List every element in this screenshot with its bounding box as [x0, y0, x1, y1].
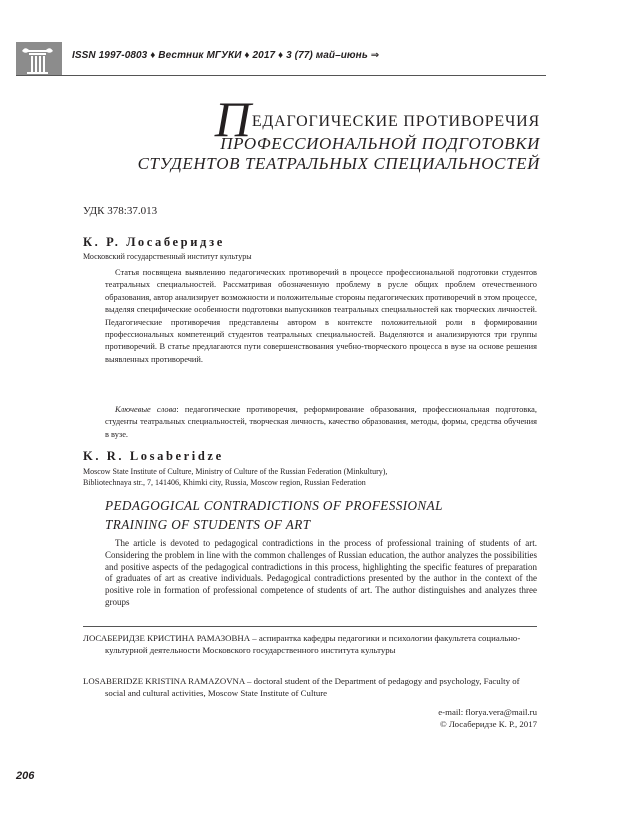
title-drop-initial: П — [214, 91, 251, 147]
title-en-line-2: TRAINING OF STUDENTS OF ART — [105, 517, 311, 532]
author-affiliation-en — [83, 466, 543, 488]
copyright-notice: © Лосаберидзе К. Р., 2017 — [440, 719, 537, 729]
author-affiliation-ru: Московский государственный институт культуры — [83, 252, 252, 261]
udk-code: УДК 378:37.013 — [83, 205, 158, 217]
author-note-en: LOSABERIDZE KRISTINA RAMAZOVNA – doctoral student of the Department of pedagogy and psychology, Faculty of social and cultural activities, Moscow State Institute of Culture — [83, 676, 520, 698]
keywords-text: : педагогические противоречия, реформирование образования, профессиональная подготовка, студенты театральных специальностей, творческая личность, качество образования, методы, формы, средства обучения в вузе. — [105, 405, 537, 439]
page-number: 206 — [16, 770, 35, 782]
affiliation-en-line-1: Moscow State Institute of Culture, Ministry of Culture of the Russian Federation (Minkultury), — [83, 467, 388, 476]
keywords-ru — [105, 404, 537, 441]
abstract-ru: Статья посвящена выявлению педагогических противоречий в процессе профессиональной подготовки студентов театральных специальностей. Рассматривая обозначенную проблему в русле общих проблем отечественного образования, автор анализирует возможности и положительные стороны педагогических противоречий в этом процессе, выделяя специфические особенности подготовки выпускников театральных специальностей как творческих личностей. Педагогические противоречия представлены автором в контексте положительной роли в формировании профессиональных компетенций студентов театральных специальностей. Выделяются и анализируются три группы противоречий. В статье предлагаются пути совершенствования учебно-творческого процесса в вузе на основе решения выявленных противоречий. — [105, 268, 537, 364]
abstract-en: The article is devoted to pedagogical contradictions in the process of professional training of students of art. Considering the problem in line with the common challenges of Russian education, the author analyzes the possibilities and positive aspects of the pedagogical contradictions in this process, highlighting the specific features of preparation of graduates of art as creative individuals. Pedagogical contradictions presented by the author in the context of the positive role in formation of professional competence of students of art. The author distinguishes and analyzes three groups — [105, 538, 537, 607]
title-line-1-rest: ЕДАГОГИЧЕСКИЕ ПРОТИВОРЕЧИЯ — [251, 113, 540, 130]
journal-logo — [16, 42, 62, 76]
author-name-en: K. R. Losaberidze — [83, 449, 224, 463]
column-logo-icon — [16, 42, 62, 76]
running-head: ISSN 1997-0803 ♦ Вестник МГУКИ ♦ 2017 ♦ 3 (77) май–июнь ⇒ — [72, 50, 380, 61]
author-note-ru: ЛОСАБЕРИДЗЕ КРИСТИНА РАМАЗОВНА – аспирантка кафедры педагогики и психологии факультета социально-культурной деятельности Московского государственного института культуры — [83, 633, 521, 655]
title-line-2: ПРОФЕССИОНАЛЬНОЙ ПОДГОТОВКИ — [220, 134, 540, 153]
title-line-3: СТУДЕНТОВ ТЕАТРАЛЬНЫХ СПЕЦИАЛЬНОСТЕЙ — [137, 154, 540, 173]
title-en-line-1: PEDAGOGICAL CONTRADICTIONS OF PROFESSIONAL — [105, 498, 443, 513]
author-name-ru: К. Р. Лосаберидзе — [83, 235, 225, 249]
author-email: e-mail: florya.vera@mail.ru — [438, 707, 537, 717]
keywords-label: Ключевые слова — [115, 405, 177, 414]
footnote-divider — [83, 626, 537, 627]
affiliation-en-line-2: Bibliotechnaya str., 7, 141406, Khimki city, Russia, Moscow region, Russian Federation — [83, 478, 366, 487]
article-title-ru — [70, 91, 540, 174]
header-divider — [16, 75, 546, 76]
article-title-en — [105, 496, 545, 534]
